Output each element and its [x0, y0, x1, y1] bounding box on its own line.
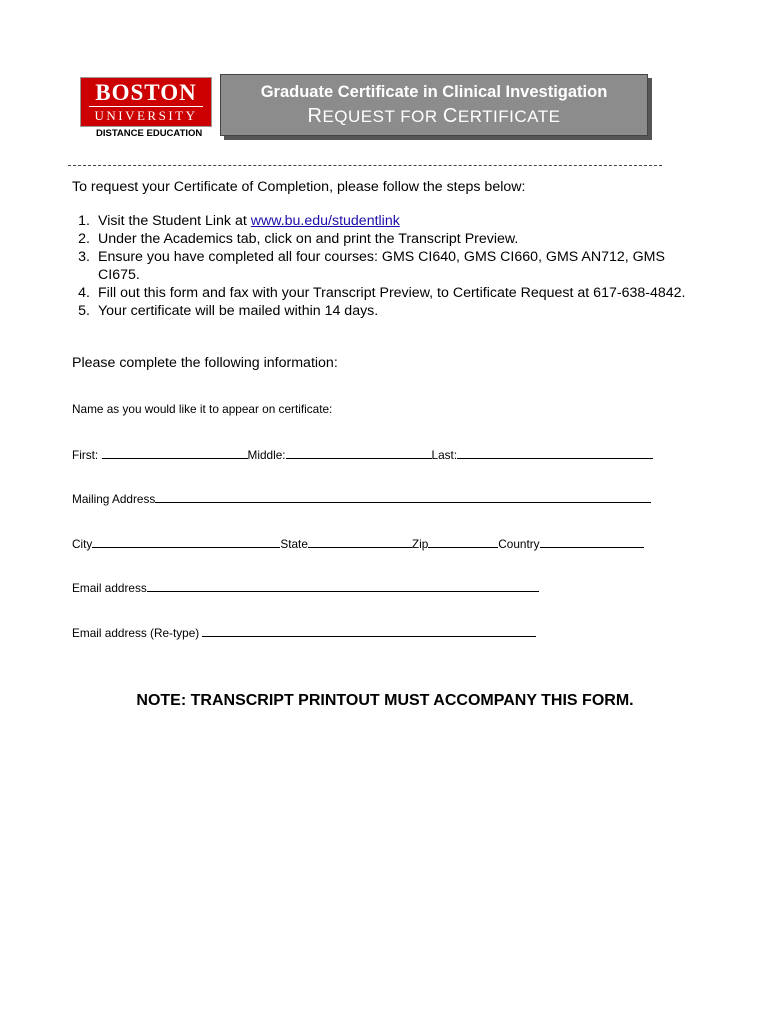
logo-divider — [89, 106, 203, 107]
program-title: Graduate Certificate in Clinical Investigation — [260, 83, 608, 101]
logo-boston-text: BOSTON — [95, 80, 197, 105]
step-3 — [72, 248, 692, 284]
last-label: Last: — [431, 448, 458, 462]
middle-name-field[interactable] — [286, 447, 432, 459]
state-label: State — [280, 537, 308, 551]
email-field[interactable] — [147, 580, 539, 592]
city-label: City — [72, 537, 93, 551]
first-name-field[interactable] — [102, 447, 248, 459]
zip-field[interactable] — [428, 536, 498, 548]
logo-university-text: UNIVERSITY — [94, 108, 198, 123]
step-text: Fill out this form and fax with your Transcript Preview, to Certificate Request at 617-638-4842. — [98, 285, 686, 301]
title-box — [220, 74, 648, 136]
mailing-address-field[interactable] — [155, 491, 651, 503]
location-row — [72, 536, 644, 551]
intro-text: To request your Certificate of Completion, please follow the steps below: — [72, 179, 526, 195]
transcript-note: NOTE: TRANSCRIPT PRINTOUT MUST ACCOMPANY THIS FORM. — [136, 692, 634, 709]
country-label: Country — [498, 537, 540, 551]
city-field[interactable] — [92, 536, 280, 548]
step-number: 2. — [78, 231, 90, 247]
form-title-r: R — [307, 105, 323, 127]
last-name-field[interactable] — [457, 447, 653, 459]
step-number: 4. — [78, 285, 90, 301]
mailing-address-label: Mailing Address — [72, 492, 156, 506]
email-row — [72, 580, 539, 595]
email-retype-field[interactable] — [202, 625, 536, 637]
step-text: Under the Academics tab, click on and print the Transcript Preview. — [98, 231, 519, 247]
email-retype-label: Email address (Re-type) — [72, 626, 203, 640]
step-text: Visit the Student Link at — [98, 213, 251, 229]
email-label: Email address — [72, 581, 147, 595]
step-4 — [72, 284, 692, 302]
name-row — [72, 447, 653, 462]
mailing-row — [72, 491, 651, 506]
logo-distance-education: DISTANCE EDUCATION — [96, 128, 203, 139]
form-title-part2: ERTIFICATE — [457, 107, 561, 126]
steps-list — [72, 212, 692, 320]
form-title-part1: EQUEST FOR — [322, 107, 443, 126]
middle-label: Middle: — [247, 448, 286, 462]
boston-university-logo — [80, 77, 214, 143]
step-text: Your certificate will be mailed within 14 days. — [98, 303, 379, 319]
please-complete-text: Please complete the following information: — [72, 355, 338, 371]
step-number: 3. — [78, 249, 90, 265]
zip-label: Zip — [411, 537, 429, 551]
step-text: Ensure you have completed all four courses: GMS CI640, GMS CI660, GMS AN712, GMS CI675. — [98, 249, 665, 283]
step-number: 5. — [78, 303, 90, 319]
step-1 — [72, 212, 692, 230]
step-5 — [72, 302, 692, 320]
dashed-divider — [68, 165, 662, 166]
first-label: First: — [72, 448, 102, 462]
state-field[interactable] — [308, 536, 412, 548]
form-title — [221, 105, 647, 128]
student-link[interactable]: www.bu.edu/studentlink — [250, 213, 400, 229]
logo-red-box — [80, 77, 212, 127]
form-title-c: C — [442, 105, 458, 127]
name-instruction: Name as you would like it to appear on certificate: — [72, 402, 333, 416]
email-retype-row — [72, 625, 536, 640]
step-number: 1. — [78, 213, 90, 229]
step-2 — [72, 230, 692, 248]
country-field[interactable] — [540, 536, 644, 548]
